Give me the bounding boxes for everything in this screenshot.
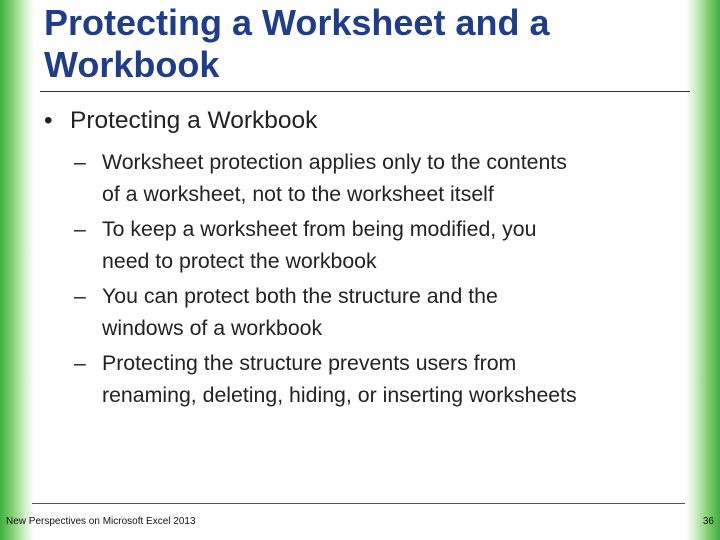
slide-title: [44, 2, 644, 86]
main-bullet: [44, 104, 317, 138]
sub-bullet-line: Worksheet protection applies only to the contents: [102, 150, 567, 174]
sub-bullet: [74, 213, 694, 277]
sub-bullet: [74, 347, 694, 411]
sub-bullet: [74, 146, 694, 210]
sub-bullet-line: need to protect the workbook: [102, 249, 377, 273]
sub-bullet-marker: –: [74, 150, 86, 174]
footer-divider: [32, 503, 685, 504]
sub-bullet-marker: –: [74, 351, 86, 375]
bullet-marker: •: [44, 107, 53, 134]
sub-bullet-line: windows of a workbook: [102, 316, 323, 340]
sub-bullet-line: To keep a worksheet from being modified, you: [102, 217, 537, 241]
sub-bullet-line: of a worksheet, not to the worksheet itself: [102, 182, 494, 206]
title-divider: [40, 91, 690, 92]
main-bullet-text: Protecting a Workbook: [70, 107, 318, 134]
sub-bullet-line: You can protect both the structure and the: [102, 284, 498, 308]
sub-bullet: [74, 280, 694, 344]
slide-title-line-1: Protecting a Worksheet and a: [44, 2, 550, 43]
sub-bullet-line: Protecting the structure prevents users from: [102, 351, 517, 375]
footer-course-title: New Perspectives on Microsoft Excel 2013: [6, 516, 196, 527]
page-number: 36: [702, 516, 714, 527]
sub-bullet-line: renaming, deleting, hiding, or inserting worksheets: [102, 383, 577, 407]
sub-bullet-marker: –: [74, 284, 86, 308]
left-green-border: [0, 0, 34, 540]
sub-bullet-list: [74, 146, 694, 414]
sub-bullet-marker: –: [74, 217, 86, 241]
slide-title-line-2: Workbook: [44, 44, 220, 85]
